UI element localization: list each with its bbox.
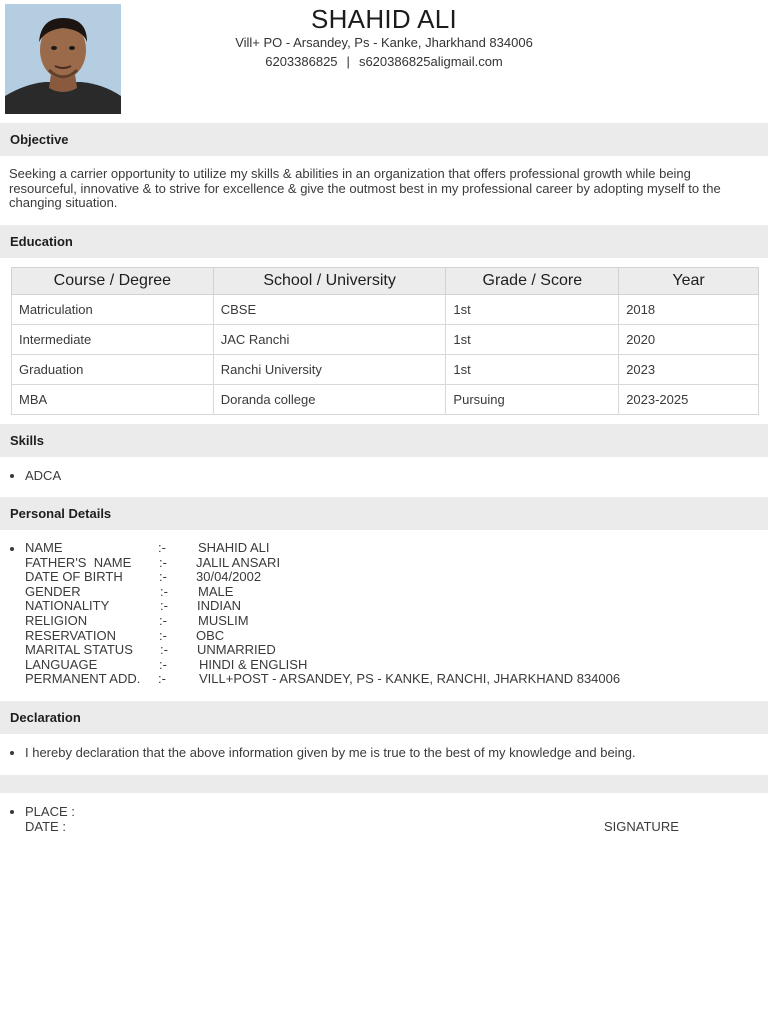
- grade-cell: 1st: [446, 325, 619, 355]
- detail-value: UNMARRIED: [197, 642, 276, 658]
- school-cell: JAC Ranchi: [213, 325, 446, 355]
- detail-value: MUSLIM: [198, 612, 249, 628]
- section-divider-bar: [0, 775, 768, 793]
- objective-text: Seeking a carrier opportunity to utilize my skills & abilities in an organization that offers professional growth while being resourceful, innovative & to strive for excellence & give the outmost best in my professional career by adopting myself to the changing situation.: [9, 166, 721, 211]
- table-row: [12, 355, 759, 385]
- education-table-header: [12, 268, 759, 295]
- personal-details-list: [25, 541, 725, 687]
- detail-label: MARITAL STATUS: [25, 642, 133, 658]
- detail-value: 30/04/2002: [196, 569, 262, 585]
- signature-label: SIGNATURE: [604, 819, 679, 834]
- detail-colon: :-: [160, 598, 168, 614]
- skills-list: [0, 468, 61, 483]
- bullet-marker: [10, 810, 14, 814]
- detail-label: DATE OF BIRTH: [25, 569, 123, 585]
- table-row: [12, 385, 759, 415]
- detail-row-date-of-birth: [25, 570, 725, 585]
- section-header-skills: Skills: [0, 424, 768, 457]
- contact-line: [0, 54, 768, 69]
- detail-label: RELIGION: [25, 612, 88, 628]
- detail-label: LANGUAGE: [25, 656, 98, 672]
- course-cell: Intermediate: [12, 325, 214, 355]
- section-header-objective: Objective: [0, 123, 768, 156]
- section-header-personal-details: Personal Details: [0, 497, 768, 530]
- detail-row-name: [25, 541, 725, 556]
- detail-label: RESERVATION: [25, 627, 117, 643]
- contact-separator: |: [346, 54, 350, 69]
- grade-cell: 1st: [446, 295, 619, 325]
- detail-label: GENDER: [25, 583, 81, 599]
- place-label: PLACE :: [25, 804, 75, 819]
- year-cell: 2020: [619, 325, 759, 355]
- detail-row-fathers-name: [25, 556, 725, 571]
- school-cell: Ranchi University: [213, 355, 446, 385]
- school-cell: Doranda college: [213, 385, 446, 415]
- list-item: • ADCA: [25, 468, 61, 483]
- grade-cell: 1st: [446, 355, 619, 385]
- detail-colon: :-: [158, 540, 166, 555]
- year-cell: 2023: [619, 355, 759, 385]
- detail-label: NAME: [25, 540, 63, 555]
- bullet-marker: [10, 547, 14, 551]
- candidate-address: Vill+ PO - Arsandey, Ps - Kanke, Jharkhand 834006: [235, 35, 533, 50]
- detail-colon: :-: [158, 671, 166, 687]
- date-label: DATE :: [25, 819, 66, 834]
- detail-value: MALE: [198, 583, 234, 599]
- declaration-list: [0, 745, 636, 760]
- column-header: School / University: [213, 268, 446, 295]
- column-header: Year: [619, 268, 759, 295]
- detail-colon: :-: [160, 642, 168, 658]
- education-table: [11, 267, 759, 415]
- table-row: [12, 295, 759, 325]
- detail-colon: :-: [159, 612, 167, 628]
- detail-colon: :-: [159, 569, 167, 585]
- declaration-text: • I hereby declaration that the above information given by me is true to the best of my knowledge and being.: [25, 745, 636, 760]
- detail-value: VILL+POST - ARSANDEY, PS - KANKE, RANCHI, JHARKHAND 834006: [199, 671, 621, 687]
- detail-colon: :-: [159, 627, 167, 643]
- detail-label: NATIONALITY: [25, 598, 110, 614]
- detail-row-marital-status: [25, 643, 725, 658]
- detail-value: JALIL ANSARI: [196, 554, 281, 570]
- section-header-education: Education: [0, 225, 768, 258]
- candidate-name: SHAHID ALI: [310, 4, 458, 34]
- detail-row-reservation: [25, 629, 725, 644]
- column-header: Course / Degree: [12, 268, 214, 295]
- email-address: s620386825aligmail.com: [358, 54, 503, 69]
- section-header-declaration: Declaration: [0, 701, 768, 734]
- detail-colon: :-: [159, 656, 167, 672]
- course-cell: Graduation: [12, 355, 214, 385]
- phone-number: 6203386825: [265, 54, 338, 69]
- detail-row-religion: [25, 614, 725, 629]
- detail-value: INDIAN: [197, 598, 242, 614]
- detail-row-permanent-address: [25, 672, 725, 687]
- detail-value: HINDI & ENGLISH: [199, 656, 308, 672]
- grade-cell: Pursuing: [446, 385, 619, 415]
- detail-colon: :-: [160, 583, 168, 599]
- detail-row-nationality: [25, 599, 725, 614]
- detail-row-language: [25, 658, 725, 673]
- detail-value: SHAHID ALI: [198, 540, 270, 555]
- detail-label: PERMANENT ADD.: [25, 671, 141, 687]
- column-header: Grade / Score: [446, 268, 619, 295]
- detail-row-gender: [25, 585, 725, 600]
- detail-value: OBC: [196, 627, 225, 643]
- year-cell: 2023-2025: [619, 385, 759, 415]
- detail-colon: :-: [159, 554, 167, 570]
- table-row: [12, 325, 759, 355]
- course-cell: MBA: [12, 385, 214, 415]
- course-cell: Matriculation: [12, 295, 214, 325]
- place-date-block: [25, 804, 75, 834]
- detail-label: FATHER'S NAME: [25, 554, 132, 570]
- year-cell: 2018: [619, 295, 759, 325]
- school-cell: CBSE: [213, 295, 446, 325]
